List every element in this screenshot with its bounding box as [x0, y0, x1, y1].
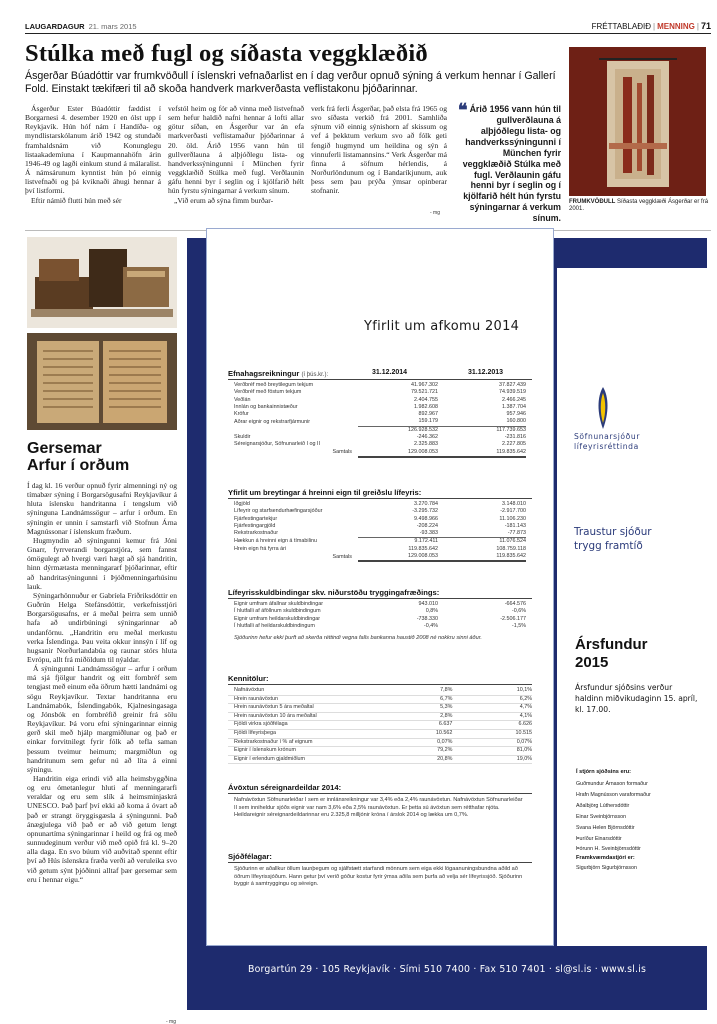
row-label: Rekstrarkostnaður	[234, 530, 279, 537]
manager-name: Sigurbjörn Sigurbjörnsson	[576, 865, 637, 871]
table-row	[228, 712, 532, 721]
row-value-2013: 0,07%	[452, 738, 532, 747]
sum-row	[228, 449, 532, 457]
liabilities-heading: Lífeyrisskuldbindingar skv. niðurstöðu tryggingafræðings:	[228, 588, 440, 597]
row-label: Innlán og bankainnistæður	[234, 403, 298, 410]
table-row	[228, 441, 532, 448]
row-label: Eignir í erlendum gjaldmiðlum	[228, 755, 381, 764]
row-value-2014: -208.224	[416, 522, 438, 529]
table-row	[228, 411, 532, 418]
sum-row	[228, 553, 532, 561]
row-value-2014: -738.330	[416, 615, 438, 622]
row-label: Lífeyrir og starfsendurhæfingarsjóður	[234, 508, 323, 515]
balance-sheet-table	[228, 382, 532, 458]
sidebar-paragraph: Hugmyndin að sýningunni kemur frá Jóni Gnarr, fyrrverandi borgarstjóra, sem fannst ómögulegt að hvergi væri hægt að sjá handritin, hinn dýrmætasta menningararf þjóðarinnar, eftir að handritasýningunni í Þjóðmenningarhúsinu lauk.	[27, 535, 177, 591]
books-photo	[27, 237, 177, 328]
row-label: Verðbréf með breytilegum tekjum	[234, 382, 314, 388]
masthead-day: LAUGARDAGUR	[25, 22, 85, 31]
manuscript-photo	[27, 333, 177, 430]
row-value-2014: 2.325.883	[414, 441, 438, 448]
row-value-2014: 9.498.966	[414, 515, 438, 522]
row-value-2014: 3.270.784	[414, 501, 438, 507]
report-title: Yfirlit um afkomu 2014	[364, 319, 520, 334]
liabilities-note	[234, 635, 526, 643]
row-label: Í hlutfalli af áföllnum skuldbindingum	[234, 608, 321, 615]
board-member: Guðmundur Árnason formaður	[576, 781, 648, 787]
row-label: Iðgjöld	[234, 501, 250, 507]
row-value-2014: 943.010	[418, 601, 438, 607]
row-value-2014: 2,8%	[381, 712, 452, 721]
row-label: Hrein raunávöxtun 5 ára meðaltal	[228, 704, 381, 713]
board-member: Hrafn Magnússon varaformaður	[576, 791, 651, 798]
row-value-2013: -2.506.177	[500, 615, 526, 622]
row-label: Fjöldi virkra sjóðfélaga	[228, 721, 381, 730]
row-value-2014: 0,8%	[425, 608, 438, 615]
article-paragraph: vefstól heim og fór að vinna með listvefnað sem hefur haldið nafni hennar á lofti allar götur síðan, en Ásgerður var án efa markverðasti veflistamaður þjóðarinnar á 20. öld. Árið 1956 vann hún til gullverðlauna á alþjóðlegu lista- og handverkssýningunni í München fyrir veggklæðið Stúlka með fugl. Verðlaunin gáfu henni byr í seglin og í kjölfarið hélt hún fyrstu sýningarnar á verkum sínum.	[168, 104, 304, 196]
column-year-1: 31.12.2014	[372, 369, 408, 376]
table-row	[228, 747, 532, 756]
caption-label: FRUMKVÖÐULL	[569, 199, 616, 205]
row-value-2013: -664.576	[504, 601, 526, 607]
article-paragraph: Eftir námið flutti hún með sér	[31, 195, 122, 205]
sum-2014: 129.008.053	[358, 553, 438, 561]
board-member: Þórunn H. Sveinbjörnsdóttir	[576, 846, 641, 853]
returns-heading: Ávöxtun séreignardeildar 2014:	[228, 783, 342, 792]
row-value-2014: 0,07%	[381, 738, 452, 747]
row-value-2013: 11.076.524	[438, 538, 526, 546]
row-label: Hækkun á hreinni eign á tímabilinu	[234, 538, 318, 545]
table-row	[228, 530, 532, 538]
sidebar-paragraph: Handritin eiga erindi við alla heimsbyggðina og eru ómetanlegur hluti af menningararfi veraldar og eru sem slík á heimsminjaskrá UNESCO. Það þarf því ekki að koma á óvart að það er strangt öryggisgæsla á sýningunni. Það ánægjulega við það er að við getum lengt opnunartíma sýningarinnar í heild og frá og með sunnudeginum verður við með opið frá kl. 9–20 alla daga. En svo búum við auðvitað spennt eftir því að Hús íslenskra fræða verði að veruleika svo við getum sýnt þjóðinni alltaf þær gersemar sem eru í hennar eigu.“	[27, 774, 177, 884]
net-assets-heading: Yfirlit um breytingar á hreinni eign til greiðslu lífeyris:	[228, 488, 422, 497]
row-value-2014: -3.295.732	[412, 508, 438, 515]
article-byline: - mg	[430, 210, 440, 216]
row-value-2013: 2.466.245	[502, 396, 526, 403]
row-value-2013: 160.800	[506, 418, 526, 425]
row-value-2014: 119.835.642	[408, 545, 438, 552]
row-value-2014: 7,8%	[381, 687, 452, 695]
heading-rule	[228, 498, 532, 499]
heading-rule	[228, 862, 532, 863]
board-member: Aðalbjörg Lúthersdóttir	[576, 802, 630, 809]
article-paragraph: „Við erum að sýna fimm burðar-	[174, 195, 274, 205]
returns-text: Nafnávöxtun Söfnunarleiðar I sem er innlánsreikningur var 3,4% eða 2,4% raunávöxtun. Nafnávöxtun Söfnunarleiðar II sem inniheldur sjóðs eignir var nam 3,6% eða 2,5% raunávöxtun. Er þetta sú ávöxtun sem rétthafar njóta. Heildareignir séreignardeildarinnar eru 2.325,8 milljónir króna í árslok 2014 og lækka um 0,7%.	[234, 797, 523, 819]
row-value-2013: -0,6%	[511, 608, 526, 615]
row-label: Aðrar eignir og rekstrarfjármunir	[234, 418, 311, 425]
article-lede: Ásgerðar Búadóttir var frumkvöðull í íslenskri vefnaðarlist en í dag verður opnuð sýning á verkum hennar í Gallerí Fold. Einstakt tækifæri til að skoða handverk markverðasta veflistakonu þjóðarinnar.	[25, 70, 556, 95]
row-value-2013: 74.939.519	[499, 389, 526, 396]
tapestry-caption	[569, 199, 711, 214]
row-value-2013: 108.759.118	[496, 545, 526, 552]
heading-rule	[228, 684, 532, 685]
table-row	[228, 397, 532, 404]
row-value-2013: -2.917.700	[500, 508, 526, 515]
sidebar-paragraph: Á sýningunni Landnámssögur – arfur í orðum má sjá fjölgur handrit og eitt fornbréf sem tengjast með einum eða öðrum hætti landnámi og sögu Reykjavíkur. Textar handritanna eru Landnámabók, Íslendingabók, Kjalnesingasaga og Jónsbók en fornbréfið greinir frá sölu Reykjavíkur. Þá voru efni sýningarinnar einnig gerð skil með hjálp margmiðlunar og það er einkar forvitnilegt fyrir fólk að tefla saman þessum tveimur heimum; margmiðlun og handritunum sem gefur nú að líta á einni sýningu.	[27, 664, 177, 774]
sidebar-paragraph: Sýningarhönnuður er Gabríela Friðriksdóttir en Guðrún Helga Stefánsdóttir, verkefnisstjóri Borgarsögusafns, er á meðal þeirra sem unnið hafa að undirbúningi sýningarinnar að undanförnu. „Handritin eru meðal merkustu verka Íslendinga. Þau veita okkur innsýn í líf og hugsanir Norðurlandabúa og raunar stórs hluta Evrópu, allt frá miðöldum til nýaldar.	[27, 590, 177, 664]
manager-heading: Framkvæmdastjóri er:	[576, 855, 635, 861]
row-value-2013: 81,0%	[452, 747, 532, 756]
table-row	[228, 508, 532, 515]
row-value-2014: 10.562	[381, 729, 452, 738]
balance-sheet-title: Efnahagsreikningur	[228, 369, 300, 378]
sum-2014: 129.008.053	[358, 449, 438, 457]
row-value-2013: 10.515	[452, 729, 532, 738]
table-row	[228, 616, 532, 623]
masthead-section: FRÉTTABLAÐIÐ | MENNING | 71	[591, 21, 711, 31]
quote-mark-icon: ❝	[457, 100, 468, 120]
net-assets-table	[228, 501, 532, 562]
total-2014: 126.928.532	[358, 426, 438, 434]
slogan-line-1: Traustur sjóður	[574, 526, 652, 538]
key-figures-heading: Kennitölur:	[228, 674, 269, 683]
row-value-2013: -1,5%	[511, 622, 526, 629]
pull-quote	[455, 100, 561, 224]
sidebar-title-line1: Gersemar	[27, 440, 102, 457]
table-row	[228, 516, 532, 523]
liabilities-note-text: Sjóðurinn hefur ekki þurft að skerða réttindi vegna falls bankanna haustið 2008 né nokkru sinni áður.	[234, 635, 482, 641]
row-label: Fjöldi lífeyrisþega	[228, 729, 381, 738]
row-value-2014: 20,8%	[381, 755, 452, 764]
article-paragraph: verk frá ferli Ásgerðar, það elsta frá 1965 og svo síðasta verkið frá 2001. Samhliða sýnum við einnig sýnishorn af skissum og vef á þekktum verkum svo að fólk geti fengið hugmynd um heildina og sýn á vinnuferli listamannsins.“ Verk Ásgerðar má finna á söfnum hérlendis, á Norðurlöndunum og í Bandaríkjunum, auk þess sem þau prýða ýmsar opinberar stofnanir.	[311, 104, 447, 196]
row-label: Rekstrarkostnaður í % af eignum	[228, 738, 381, 747]
page-number: 71	[700, 21, 711, 31]
tapestry-photo	[569, 47, 706, 196]
row-value-2013: 957.946	[506, 411, 526, 418]
masthead-dateline	[25, 22, 137, 31]
fund-logo-icon	[594, 387, 612, 429]
row-value-2014: 5,3%	[381, 704, 452, 713]
sidebar-paragraph: Í dag kl. 16 verður opnuð fyrir almenningi ný og tímabær sýning í Borgarsögusafni Reykjavíkur á hluta íslensku handritanna í tengslum við sýninguna Landnámssögur – arfur í orðum. En sýningin er unnin í samstarfi við Stofnun Árna Magnússonar í íslenskum fræðum.	[27, 481, 177, 536]
members-heading: Sjóðfélagar:	[228, 852, 272, 861]
sidebar-title	[27, 440, 129, 474]
row-value-2014: 892.967	[418, 411, 438, 418]
row-value-2014: 79,2%	[381, 747, 452, 756]
row-label: Skuldir	[234, 434, 251, 441]
table-row	[228, 538, 532, 546]
row-label: Nafnávöxtun	[228, 687, 381, 695]
agm-title	[575, 636, 648, 672]
masthead-section-name: MENNING	[657, 22, 695, 31]
row-value-2013: 4,7%	[452, 704, 532, 713]
row-value-2014: 41.967.302	[411, 382, 438, 388]
board-member: Einar Sveinbjörnsson	[576, 813, 627, 820]
row-label: Verðbréf með föstum tekjum	[234, 389, 302, 396]
row-label: Hrein raunávöxtun 10 ára meðaltal	[228, 712, 381, 721]
masthead-paper: FRÉTTABLAÐIÐ	[591, 22, 652, 31]
row-label: Eignir umfram áfallnar skuldbindingar	[234, 601, 323, 607]
row-value-2013: 1.387.704	[502, 403, 526, 410]
page-masthead	[25, 20, 711, 34]
row-label: Séreignarsjóður, Söfnunarleið I og II	[234, 441, 321, 448]
article-column-2	[168, 104, 304, 226]
row-value-2013: 19,0%	[452, 755, 532, 764]
row-label: Veðlán	[234, 396, 251, 403]
sum-2013: 119.835.642	[438, 553, 526, 561]
table-row	[228, 404, 532, 411]
row-value-2014: -0,4%	[423, 622, 438, 629]
heading-rule	[228, 598, 532, 599]
table-row	[228, 704, 532, 713]
balance-sheet-unit: (í þús.kr.):	[301, 372, 329, 378]
logo-line-1: Söfnunarsjóður	[574, 432, 641, 441]
sidebar-title-line2: Arfur í orðum	[27, 457, 130, 474]
agm-title-line-2: 2015	[575, 654, 609, 671]
members-text: Sjóðurinn er aðallkur öllum launþegum og sjálfstætt starfandi mönnum sem eiga ekki lögaanuningsbundna aðild að öðrum lífeyrissjóðum. Hann getur því verið góður kostur fyrir ýmsa aðila sem þurfa að velja sér lífeyrissjóð. Sjóðurinn byggir á samtryggingu og séreign.	[234, 866, 523, 888]
row-value-2013: 3.148.010	[502, 501, 526, 507]
table-row	[228, 389, 532, 396]
sidebar-byline: - mg	[166, 1019, 176, 1024]
total-2013: 117.739.653	[438, 426, 526, 434]
row-label: Eignir umfram heildarskuldbindingar	[234, 615, 320, 622]
article-column-1	[25, 104, 161, 226]
heading-rule	[228, 793, 532, 794]
row-label: Kröfur	[234, 411, 249, 418]
agm-announcement: Ársfundur sjóðsins verður haldinn miðvikudaginn 15. apríl, kl. 17.00.	[575, 683, 698, 714]
row-value-2014: 6,7%	[381, 695, 452, 704]
row-value-2013: 11.106.230	[499, 515, 526, 522]
row-label: Fjárfestingargjöld	[234, 522, 276, 529]
row-value-2013: -231.816	[504, 434, 526, 441]
row-value-2013: 2.227.805	[502, 441, 526, 448]
row-value-2013: 6.626	[452, 721, 532, 730]
manuscript-image-icon	[27, 333, 177, 430]
row-value-2014: 9.172.411	[358, 538, 438, 546]
row-value-2014: -246.362	[416, 434, 438, 441]
row-value-2013: -77.873	[507, 530, 526, 537]
table-row	[228, 738, 532, 747]
table-row	[228, 695, 532, 704]
row-value-2014: 159.179	[418, 418, 438, 425]
ad-paper-top	[206, 228, 554, 268]
row-value-2014: 6.637	[381, 721, 452, 730]
slogan-line-2: trygg framtíð	[574, 539, 643, 552]
books-image-icon	[27, 237, 177, 328]
balance-sheet-heading	[228, 369, 328, 378]
row-label: Fjárfestingartekjur	[234, 515, 278, 522]
row-value-2014: 2.404.755	[414, 396, 438, 403]
row-value-2014: -93.383	[419, 530, 438, 537]
row-value-2013: 37.827.439	[499, 382, 526, 388]
pull-quote-text: Árið 1956 vann hún til gullverðlauna á alþjóðlegu lista- og handverkssýningunni í München fyrir veggklæðið Stúlka með fugl. Verðlaunin gáfu henni byr í seglin og í kjölfarið hélt hún fyrstu sýningarnar á verkum sínum.	[462, 104, 561, 224]
table-row	[228, 608, 532, 615]
logo-line-2: lífeyrisréttinda	[574, 442, 639, 451]
table-row	[228, 546, 532, 553]
article-paragraph: Ásgerður Ester Búadóttir fæddist í Borgarnesi 4. desember 1920 en ólst upp í Reykjavík. Hún hóf nám í Handíða- og myndlistarskólanum árið 1942 og stundaði framhaldsnám við Konunglegu listaakademíuna í Kaupmannahöfn árin 1946-49 og lagði einkum stund á málaralist. Á námsárunum kynntist hún þó einnig listvefnaði og þá kviknaði áhugi hennar á því listformi.	[25, 104, 161, 196]
row-value-2013: 4,1%	[452, 712, 532, 721]
total-row	[228, 426, 532, 434]
row-value-2014: 79.521.721	[411, 389, 438, 396]
fund-slogan	[574, 526, 698, 553]
table-row	[228, 755, 532, 764]
table-row	[228, 729, 532, 738]
masthead-date: 21. mars 2015	[88, 22, 137, 31]
board-list	[576, 779, 700, 855]
caption-text: Síðasta veggklæði Ásgerðar er frá 2001.	[569, 199, 709, 213]
board-member: Svana Helen Björnsdóttir	[576, 824, 635, 831]
tapestry-image-icon	[569, 47, 706, 196]
board-heading: Í stjórn sjóðsins eru:	[576, 769, 632, 775]
liabilities-table	[228, 601, 532, 630]
agm-title-line-1: Ársfundur	[575, 636, 648, 653]
heading-rule	[228, 379, 532, 380]
row-label: Í hlutfalli af heildarskuldbindingum	[234, 622, 315, 629]
article-headline: Stúlka með fugl og síðasta veggklæðið	[25, 40, 428, 67]
row-label: Eignir í íslenskum krónum	[228, 747, 381, 756]
sum-label: Samtals	[332, 553, 352, 560]
sidebar-body	[27, 481, 177, 1003]
row-label: Hrein raunávöxtun	[228, 695, 381, 704]
key-figures-table	[228, 687, 532, 764]
row-value-2014: 1.982.608	[414, 403, 438, 410]
fund-logo-name	[574, 432, 694, 452]
sum-label: Samtals	[332, 449, 352, 456]
row-value-2013: -181.143	[504, 522, 526, 529]
article-column-3	[311, 104, 447, 208]
row-value-2013: 10,1%	[452, 687, 532, 695]
board-member: Þuríður Einarsdóttir	[576, 835, 622, 842]
row-label: Hrein eign frá fyrra ári	[234, 545, 287, 552]
row-value-2013: 6,2%	[452, 695, 532, 704]
sum-2013: 119.835.642	[438, 449, 526, 457]
column-year-2: 31.12.2013	[468, 369, 504, 376]
table-row	[228, 687, 532, 695]
ad-contact-footer: Borgartún 29 · 105 Reykjavík · Sími 510 7400 · Fax 510 7401 · sl@sl.is · www.sl.is	[247, 964, 647, 975]
table-row	[228, 418, 532, 426]
table-row	[228, 721, 532, 730]
table-row	[228, 623, 532, 630]
